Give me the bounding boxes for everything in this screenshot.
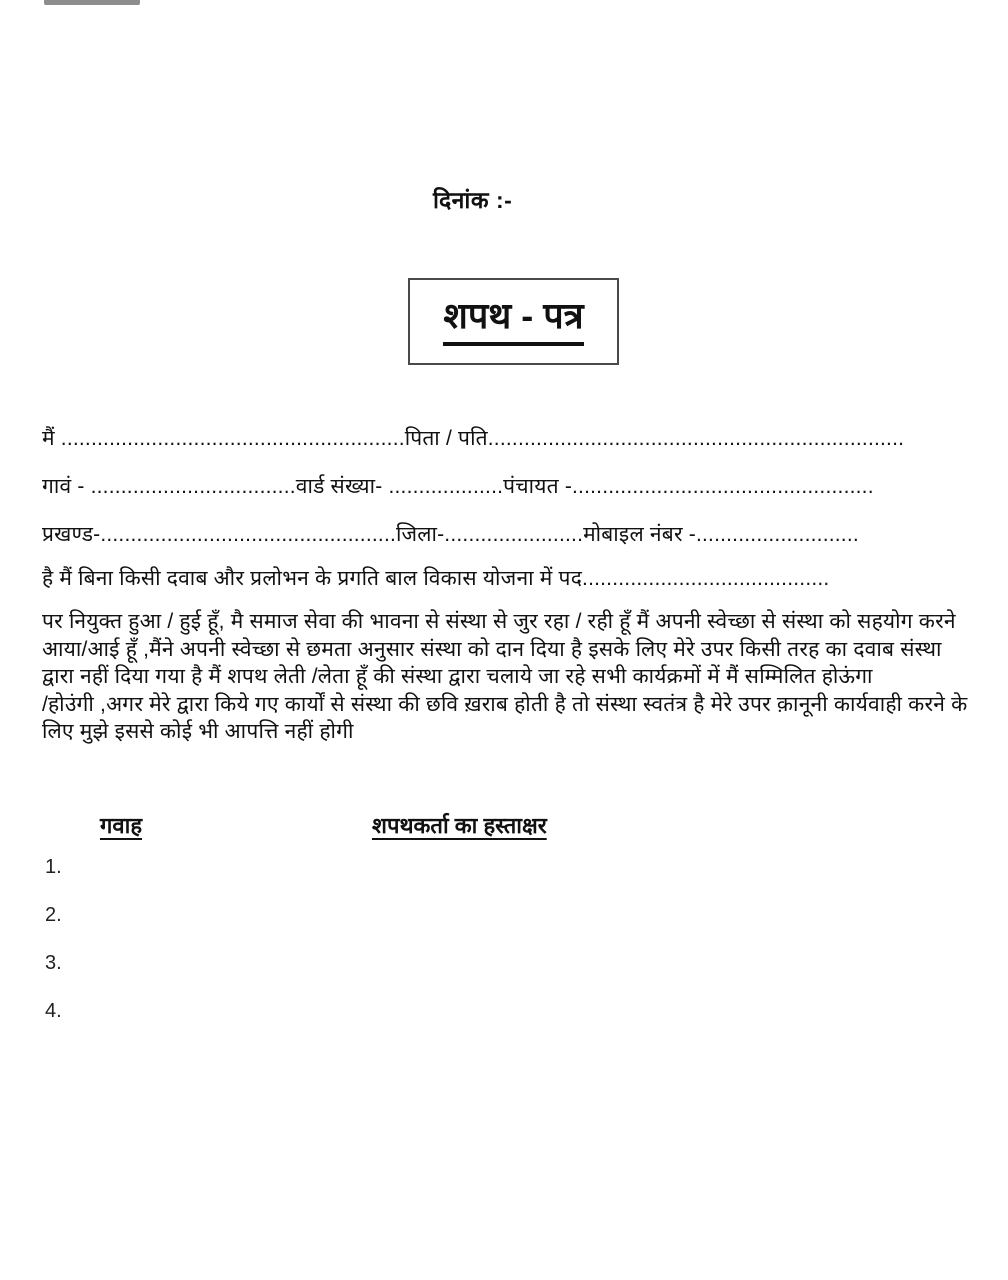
paragraph-line: द्वारा नहीं दिया गया है मैं शपथ लेती /लेता हूँ की संस्था द्वारा चलाये जा रहे सभी कार्यक्रमों में मैं सम्मिलित होऊंगा [42,665,873,688]
paragraph-line: आया/आई हूँ ,मैंने अपनी स्वेच्छा से छमता अनुसार संस्था को दान दिया है इसके लिए मेरे उपर किसी तरह का दवाब संस्था [42,637,942,661]
scan-artifact-top-edge [44,0,140,5]
form-line-block-district-mobile: प्रखण्ड-.................................................जिला-.......................मोबाइल नंबर -........................... [42,523,859,546]
paragraph-line: पर नियुक्त हुआ / हुई हूँ, मै समाज सेवा की भावना से संस्था से जुर रहा / रही हूँ मैं अपनी स्वेच्छा से संस्था को सहयोग करने [42,610,956,633]
witness-heading: गवाह [100,813,142,838]
form-line-village-ward-panchayat: गावं - ..................................वार्ड संख्या- ...................पंचायत -.................................................. [42,475,874,498]
affidavit-paragraph [42,608,982,746]
date-label: दिनांक :- [433,187,513,213]
witness-number-4: 4. [45,1000,62,1022]
paragraph-line: /होउंगी ,अगर मेरे द्वारा किये गए कार्यों से संस्था की छवि ख़राब होती है तो संस्था स्वतंत्र है मेरे उपर क़ानूनी कार्यवाही करने के [42,692,968,716]
oath-taker-signature-heading: शपथकर्ता का हस्ताक्षर [372,813,547,838]
witness-number-1: 1. [45,856,62,878]
form-line-name-father: मैं .........................................................पिता / पति..................................................................... [42,427,905,450]
witness-number-3: 3. [45,952,62,974]
form-line-post-declaration: है मैं बिना किसी दवाब और प्रलोभन के प्रगति बाल विकास योजना में पद......................................... [42,567,830,590]
paragraph-line: लिए मुझे इससे कोई भी आपत्ति नहीं होगी [42,720,354,743]
witness-number-2: 2. [45,904,62,926]
document-title: शपथ - पत्र [443,298,583,346]
title-box [408,278,619,365]
